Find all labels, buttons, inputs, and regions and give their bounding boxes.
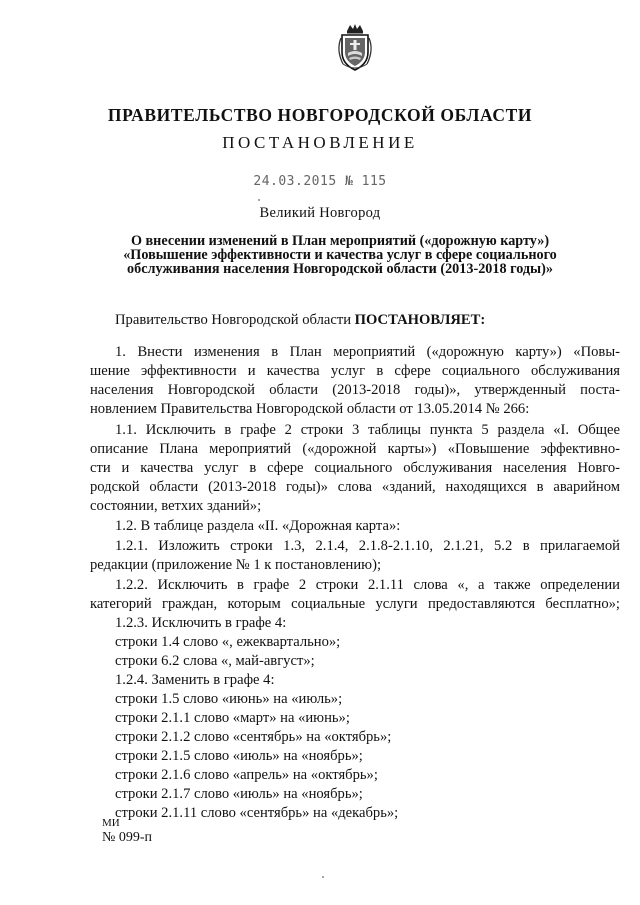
paragraph-1-1-line: сти и качества услуг в сфере социального обслуживания населения Новго- (90, 460, 620, 476)
list-item: строки 2.1.7 слово «июль» на «ноябрь»; (115, 786, 363, 802)
list-item: строки 2.1.5 слово «июль» на «ноябрь»; (115, 748, 363, 764)
paragraph-1-1-line: родской области (2013-2018 годы)» слова «зданий, находящихся в аварийном (90, 479, 620, 495)
paragraph-1-1-line: состоянии, ветхих зданий»; (90, 498, 262, 514)
coat-of-arms-icon (333, 22, 377, 74)
paragraph-1-2-2-line: 1.2.2. Исключить в графе 2 строки 2.1.11 слова «, а также определении (115, 577, 620, 593)
paragraph-1-2: 1.2. В таблице раздела «II. «Дорожная карта»: (115, 518, 401, 534)
list-item: строки 2.1.2 слово «сентябрь» на «октябрь»; (115, 729, 392, 745)
list-item: строки 6.2 слова «, май-август»; (115, 653, 315, 669)
list-item: строки 2.1.6 слово «апрель» на «октябрь»; (115, 767, 378, 783)
footer-initials: МИ (102, 817, 120, 829)
paragraph-1-line: 1. Внести изменения в План мероприятий («дорожную карту») «Повы- (115, 344, 620, 360)
list-item: строки 2.1.11 слово «сентябрь» на «декабрь»; (115, 805, 399, 821)
title-line: О внесении изменений в План мероприятий («дорожную карту») (130, 233, 550, 249)
paragraph-1-2-4: 1.2.4. Заменить в графе 4: (115, 672, 275, 688)
title-line: обслуживания населения Новгородской области (2013-2018 годы)» (127, 261, 553, 277)
footer-reference: № 099-п (102, 830, 153, 845)
paragraph-1-1-line: описание Плана мероприятий («дорожной карты») «Повышение эффективно- (90, 441, 620, 457)
paragraph-1-2-3: 1.2.3. Исключить в графе 4: (115, 615, 287, 631)
paragraph-1-line: населения Новгородской области (2013-2018 годы)», утвержденный поста- (90, 382, 620, 398)
title-line: «Повышение эффективности и качества услуг в сфере социального (123, 247, 557, 263)
paragraph-1-2-2-line: категорий граждан, которым социальные услуги предоставляются бесплатно»; (90, 596, 620, 612)
document-type: ПОСТАНОВЛЕНИЕ (222, 133, 418, 152)
organization-name: ПРАВИТЕЛЬСТВО НОВГОРОДСКОЙ ОБЛАСТИ (107, 105, 533, 125)
scan-speck (258, 199, 260, 201)
document-date-number: 24.03.2015 № 115 (253, 174, 387, 189)
paragraph-1-2-1-line: редакции (приложение № 1 к постановлению); (90, 557, 381, 573)
document-city: Великий Новгород (259, 205, 381, 221)
paragraph-1-line: новлением Правительства Новгородской области от 13.05.2014 № 266: (90, 401, 530, 417)
decree-verb: ПОСТАНОВЛЯЕТ: (354, 312, 486, 328)
list-item: строки 1.4 слово «, ежеквартально»; (115, 634, 341, 650)
paragraph-1-1-line: 1.1. Исключить в графе 2 строки 3 таблицы пункта 5 раздела «I. Общее (115, 422, 620, 438)
paragraph-1-2-1-line: 1.2.1. Изложить строки 1.3, 2.1.4, 2.1.8-2.1.10, 2.1.21, 5.2 в прилагаемой (115, 538, 620, 554)
document-title (90, 234, 590, 276)
list-item: строки 2.1.1 слово «март» на «июнь»; (115, 710, 350, 726)
scan-speck (322, 876, 324, 878)
decree-statement: Правительство Новгородской области ПОСТАНОВЛЯЕТ: (115, 312, 486, 328)
paragraph-1-line: шение эффективности и качества услуг в сфере социального обслуживания (90, 363, 620, 379)
list-item: строки 1.5 слово «июнь» на «июль»; (115, 691, 343, 707)
